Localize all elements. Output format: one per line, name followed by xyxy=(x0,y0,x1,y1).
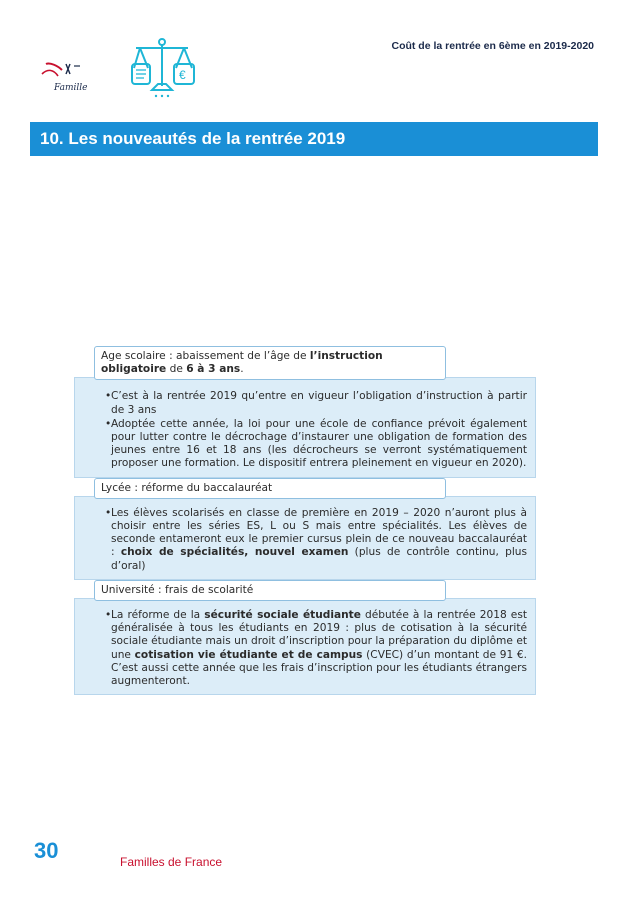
familles-de-france-logo xyxy=(40,60,88,100)
list-item: • C’est à la rentrée 2019 qu’entre en vigueur l’obligation d’instruction à partir de 3 ans xyxy=(111,390,527,416)
block-body-universite xyxy=(74,598,536,695)
block-body-lycee xyxy=(74,496,536,580)
news-infobox xyxy=(74,346,536,695)
svg-text:€: € xyxy=(179,68,186,82)
section-title: 10. Les nouveautés de la rentrée 2019 xyxy=(40,129,346,148)
list-item: • Les élèves scolarisés en classe de première en 2019 – 2020 n’auront plus à choisir entre les séries ES, L ou S mais entre spécialités. Les élèves de seconde entameront eux le premier cursus plein de ce nouveau baccalauréat : choix de spécialités, nouvel examen (plus de contrôle continu, plus d’oral) xyxy=(111,507,527,573)
running-header: Coût de la rentrée en 6ème en 2019-2020 xyxy=(391,40,594,52)
list-item: • Adoptée cette année, la loi pour une école de confiance prévoit également pour lutter contre le décrochage d’instaurer une obligation de formation des jeunes entre 16 et 18 ans (les décrocheurs se verront systématiquement proposer une formation. Le dispositif entrera pleinement en vigueur en 2020). xyxy=(111,418,527,471)
svg-text:Famille: Famille xyxy=(54,83,88,93)
footer-organization: Familles de France xyxy=(120,855,223,869)
block-body-age-scolaire xyxy=(74,377,536,477)
block-head-age-scolaire: Age scolaire : abaissement de l’âge de l’instruction obligatoire de 6 à 3 ans. xyxy=(94,346,446,380)
page-number: 30 xyxy=(34,838,59,863)
section-title-bar xyxy=(30,122,598,156)
list-item: • La réforme de la sécurité sociale étudiante débutée à la rentrée 2018 est généralisée à tous les étudiants en 2019 : plus de cotisation à la sécurité sociale étudiante mais un droit d’inscription pour la préparation du diplôme et une cotisation vie étudiante et de campus (CVEC) d’un montant de 91 €. C’est aussi cette année que les frais d’inscription pour les étudiants étrangers augmenteront. xyxy=(111,609,527,688)
block-head-lycee: Lycée : réforme du baccalauréat xyxy=(94,478,446,499)
block-head-universite: Université : frais de scolarité xyxy=(94,580,446,601)
balance-scale-icon xyxy=(126,34,198,102)
